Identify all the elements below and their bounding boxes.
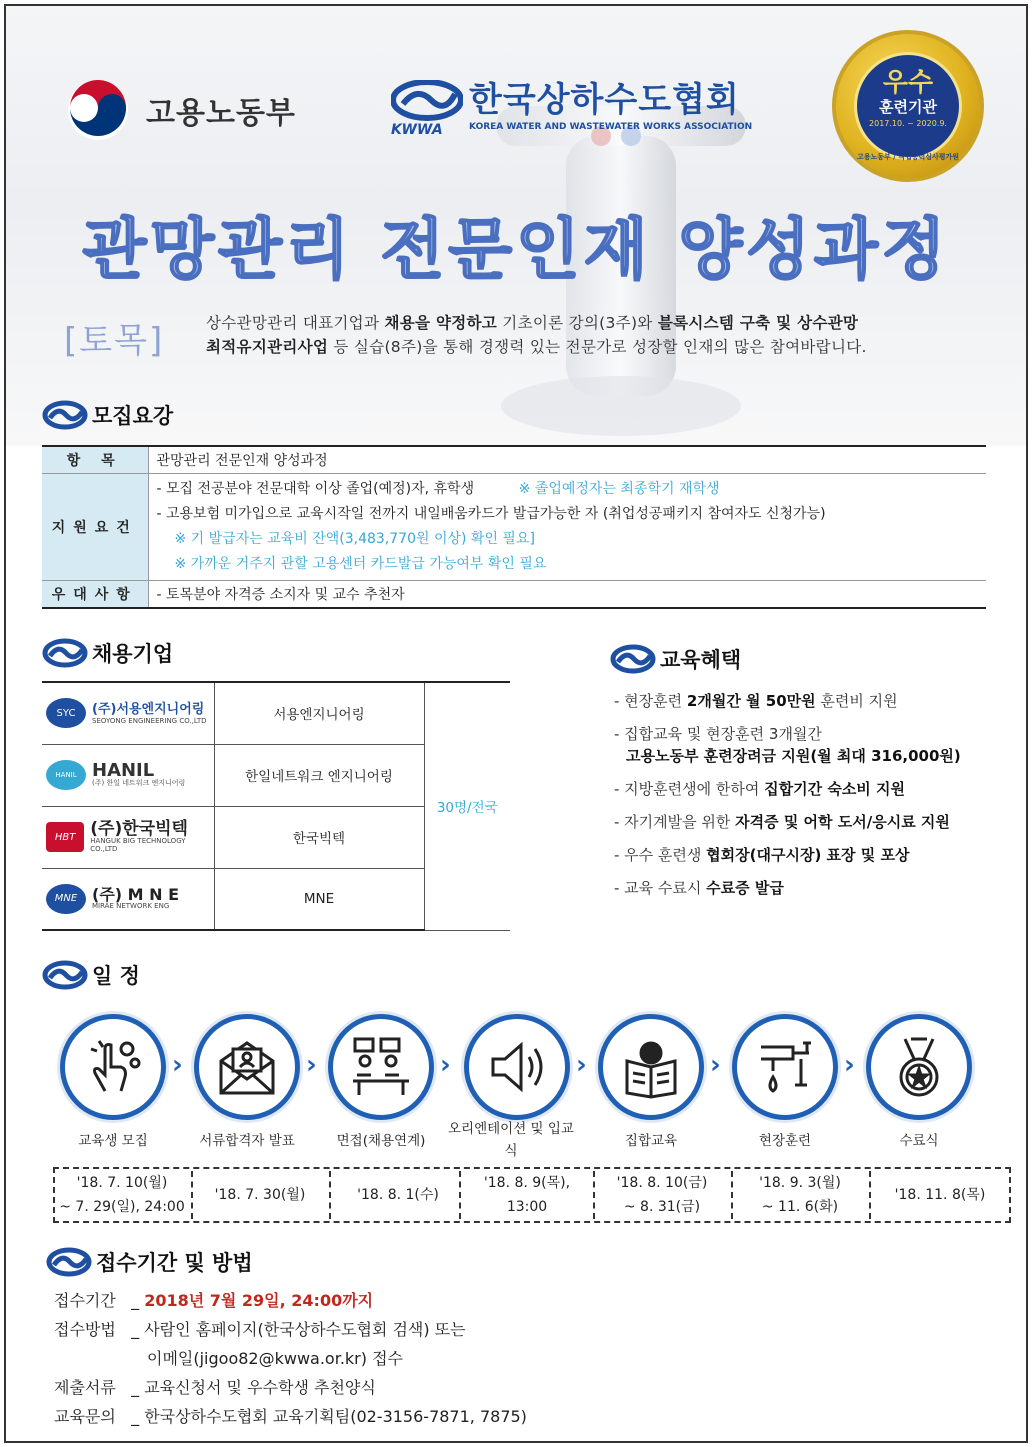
row-value: - 모집 전공분야 전문대학 이상 졸업(예정)자, 휴학생 ※ 졸업예정자는 최종학기 재학생 - 고용보험 미가입으로 교육시작일 전까지 내일배움카드가 발급가능한 자 (취업성공패키지 참여자도 신청가능) ※ 기 발급자는 교육비 잔액(3,483,770원 이상) 확인 필요] ※ 가까운 거주지 관할 고용센터 카드발급 가능여부 확인 필요 [148, 474, 986, 581]
list-item: 접수방법 _ 사람인 홈페이지(한국상하수도협회 검색) 또는 [54, 1320, 466, 1339]
companies-heading: 채용기업 [42, 638, 173, 668]
chevron-right-icon: › [306, 1050, 317, 1080]
kwwa-english-name: KOREA WATER AND WASTEWATER WORKS ASSOCIATION [469, 122, 753, 132]
date-cell: '18. 8. 1(수) [357, 1187, 439, 1203]
row-value: - 토목분야 자격증 소지자 및 교수 추천자 [148, 581, 986, 609]
list-item: 교육문의 _ 한국상하수도협회 교육기획팀(02-3156-7871, 7875) [54, 1407, 527, 1426]
intro-text: 상수관망관리 대표기업과 채용을 약정하고 기초이론 강의(3주)와 블록시스템 구축 및 상수관망 최적유지관리사업 등 실습(8주)을 통해 경쟁력 있는 전문가로 성장할 인재의 많은 참여바랍니다. [206, 314, 867, 356]
recruit-heading: 모집요강 [42, 400, 173, 430]
company-logo: SYC (주)서용엔지니어링 SEOYONG ENGINEERING CO.,LTD [46, 698, 210, 728]
list-item: 접수기간 _ 2018년 7월 29일, 24:00까지 [54, 1291, 374, 1310]
company-logo: HANIL HANIL (주) 한일 네트워크 엔지니어링 [46, 760, 210, 790]
main-title: 관망관리 전문인재 양성과정 [82, 211, 950, 288]
schedule-heading: 일 정 [42, 960, 140, 990]
company-name: MNE [214, 868, 424, 930]
date-cell: '18. 11. 8(목) [894, 1187, 986, 1203]
kwwa-wave-icon [391, 80, 463, 136]
company-name: 서용엔지니어링 [214, 682, 424, 744]
pipe-icon [732, 1014, 838, 1120]
schedule-dates [53, 1167, 1011, 1223]
benefits-list [614, 690, 1014, 910]
step-label: 서류합격자 발표 [199, 1133, 295, 1149]
recruit-table [42, 445, 986, 609]
step-label: 수료식 [899, 1133, 939, 1149]
list-item: - 현장훈련 2개월간 월 50만원 훈련비 지원 [614, 692, 898, 710]
table-row [42, 682, 510, 744]
row-label: 항 목 [42, 446, 148, 474]
date-cell: '18. 7. 30(월) [214, 1187, 306, 1203]
chevron-right-icon: › [440, 1050, 451, 1080]
badge-period: 2017.10. ~ 2020.9. [869, 119, 947, 128]
badge-title: 우수 [882, 68, 934, 98]
submission-info [54, 1286, 527, 1431]
kwwa-wave-icon [42, 960, 88, 990]
table-row [42, 446, 986, 474]
quota: 30명/전국 [424, 682, 510, 930]
row-label: 지원요건 [42, 474, 148, 581]
badge-subtitle: 훈련기관 [879, 98, 937, 116]
kwwa-name: 한국상하수도협회 [469, 80, 740, 120]
moel-name: 고용노동부 [146, 96, 296, 131]
kwwa-logo [391, 80, 752, 136]
badge-ring-text: 고용노동부 / 직업능력심사평가원 [856, 153, 960, 161]
kwwa-abbr: KWWA [391, 122, 443, 138]
chevron-right-icon: › [576, 1050, 587, 1080]
step-label: 교육생 모집 [78, 1133, 148, 1149]
list-item: - 집합교육 및 현장훈련 3개월간 고용노동부 훈련장려금 지원(월 최대 316,000원) [614, 725, 961, 765]
poster [4, 4, 1028, 1443]
submission-heading: 접수기간 및 방법 [46, 1247, 253, 1277]
list-item: 제출서류 _ 교육신청서 및 우수학생 추천양식 [54, 1378, 376, 1397]
speaker-icon [464, 1014, 570, 1120]
list-item: - 지방훈련생에 한하여 집합기간 숙소비 지원 [614, 780, 905, 798]
table-row [42, 581, 986, 609]
hero-banner [6, 6, 1026, 446]
track-label: [토목] [64, 321, 165, 361]
company-logo: HBT (주)한국빅텍 HANGUK BIG TECHNOLOGY CO.,LTD [46, 822, 210, 853]
moel-logo [66, 78, 296, 142]
row-value: 관망관리 전문인재 양성과정 [148, 446, 986, 474]
kwwa-wave-icon [42, 400, 88, 430]
interview-icon [328, 1014, 434, 1120]
date-cell: '18. 8. 10(금) ~ 8. 31(금) [616, 1175, 708, 1215]
kwwa-wave-icon [42, 638, 88, 668]
companies-table [42, 681, 510, 931]
touch-icon [60, 1014, 166, 1120]
date-cell: '18. 8. 9(목), 13:00 [483, 1175, 571, 1215]
company-name: 한일네트워크 엔지니어링 [214, 744, 424, 806]
kwwa-wave-icon [610, 644, 656, 674]
step-label: 현장훈련 [758, 1133, 812, 1149]
step-label: 면접(채용연계) [336, 1133, 426, 1149]
reading-icon [598, 1014, 704, 1120]
list-item: - 교육 수료시 수료증 발급 [614, 879, 784, 897]
date-cell: '18. 9. 3(월) ~ 11. 6(화) [759, 1175, 841, 1215]
table-row [42, 474, 986, 581]
list-item: - 우수 훈련생 협회장(대구시장) 표장 및 포상 [614, 846, 910, 864]
chevron-right-icon: › [710, 1050, 721, 1080]
chevron-right-icon: › [844, 1050, 855, 1080]
kwwa-wave-icon [46, 1247, 92, 1277]
excellent-institution-badge [832, 30, 984, 182]
mail-icon [194, 1014, 300, 1120]
benefits-heading: 교육혜택 [610, 644, 741, 674]
row-label: 우대사항 [42, 581, 148, 609]
schedule-steps [60, 1014, 990, 1104]
step-label: 집합교육 [624, 1133, 678, 1149]
list-item: 이메일(jigoo82@kwwa.or.kr) 접수 [147, 1349, 403, 1368]
chevron-right-icon: › [172, 1050, 183, 1080]
medal-icon [866, 1014, 972, 1120]
taegeuk-icon [66, 78, 130, 142]
step-label: 오리엔테이션 및 입교식 [448, 1121, 574, 1159]
company-name: 한국빅텍 [214, 806, 424, 868]
date-cell: '18. 7. 10(월) ~ 7. 29(일), 24:00 [59, 1175, 185, 1215]
list-item: - 자기계발을 위한 자격증 및 어학 도서/응시료 지원 [614, 813, 950, 831]
company-logo: MNE (주) M N E MIRAE NETWORK ENG [46, 884, 210, 914]
